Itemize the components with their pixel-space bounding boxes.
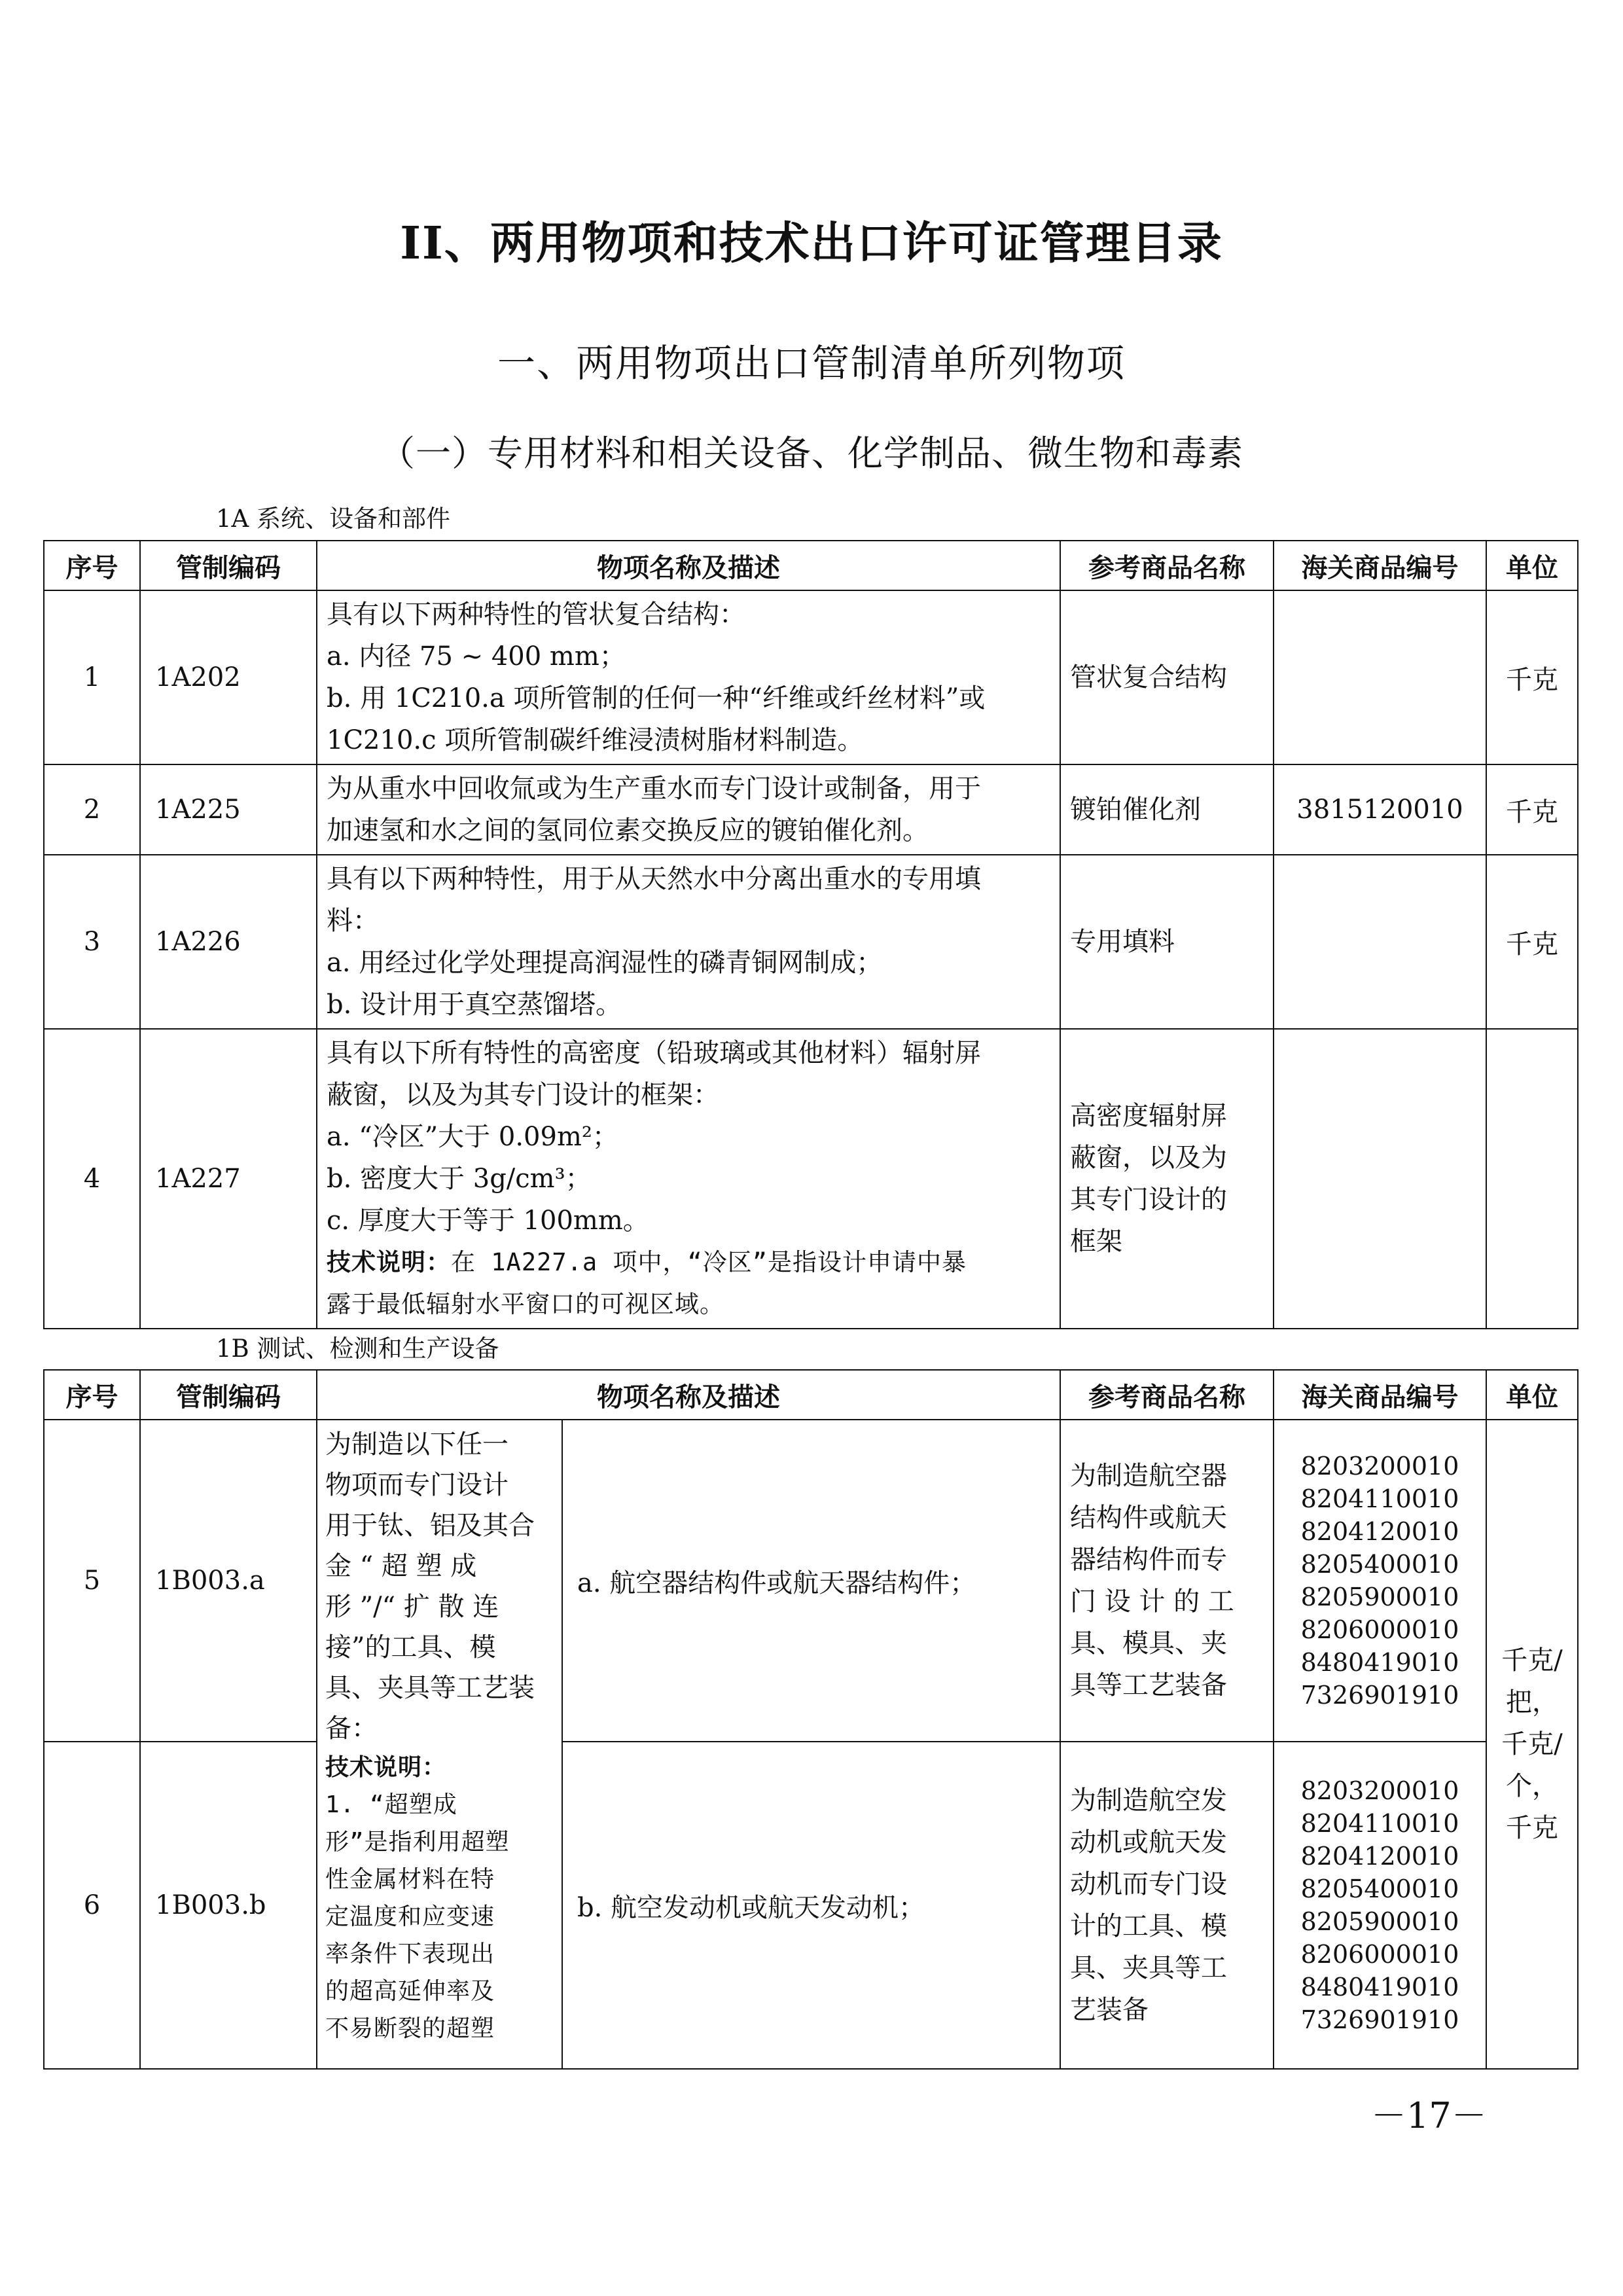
ref-line: 为制造航空器 [1070, 1461, 1227, 1491]
ref-line: 结构件或航天 [1070, 1503, 1227, 1533]
header-ref-name: 参考商品名称 [1060, 1370, 1274, 1420]
section-1b-label: 1B 测试、检测和生产设备 [216, 1335, 499, 1363]
page-title: II、两用物项和技术出口许可证管理目录 [400, 217, 1223, 270]
ref-line: 具等工艺装备 [1070, 1670, 1227, 1700]
row-ref-name: 镀铂催化剂 [1060, 764, 1274, 855]
hs-code: 8204110010 [1300, 1809, 1459, 1838]
table-row [44, 1029, 1578, 1329]
tech-note-label-text: 技术说明： [325, 1754, 447, 1781]
header-desc: 物项名称及描述 [317, 541, 1060, 590]
row-hs-codes [1274, 1420, 1486, 1742]
row-no: 6 [44, 1742, 140, 2069]
row-code: 1A227 [140, 1029, 317, 1329]
row-ref-name [1060, 1029, 1274, 1329]
row-ref-name: 专用填料 [1060, 855, 1274, 1029]
row-desc [317, 855, 1060, 1029]
tech-note-line: 1. “超塑成 [325, 1791, 457, 1818]
table-1b [43, 1369, 1578, 2070]
row-code: 1A202 [140, 590, 317, 764]
row-sub-desc: b. 航空发动机或航天发动机； [562, 1742, 1060, 2069]
common-desc-line: 物项而专门设计 [325, 1470, 508, 1500]
hs-code: 8206000010 [1300, 1615, 1459, 1644]
row-no: 5 [44, 1420, 140, 1742]
row-hs-code: 3815120010 [1274, 764, 1486, 855]
ref-line: 蔽窗，以及为 [1070, 1143, 1227, 1173]
desc-line: a. 用经过化学处理提高润湿性的磷青铜网制成； [327, 948, 883, 978]
hs-code: 8205400010 [1300, 1550, 1459, 1579]
ref-line: 门 设 计 的 工 [1070, 1587, 1234, 1617]
tech-note-line: 形”是指利用超塑 [325, 1829, 510, 1856]
section-title: 一、两用物项出口管制清单所列物项 [497, 341, 1126, 386]
tech-note-line: 性金属材料在特 [325, 1866, 495, 1893]
row-code: 1A225 [140, 764, 317, 855]
row-code: 1B003.a [140, 1420, 317, 1742]
desc-line: b. 密度大于 3g/cm³； [327, 1164, 592, 1194]
header-unit: 单位 [1486, 1370, 1578, 1420]
ref-line: 艺装备 [1070, 1995, 1149, 2025]
hs-code: 8480419010 [1300, 1973, 1459, 2001]
hs-code: 8203200010 [1300, 1452, 1459, 1480]
hs-code: 8204120010 [1300, 1842, 1459, 1871]
row-unit: 千克 [1486, 590, 1578, 764]
desc-line: 蔽窗，以及为其专门设计的框架： [327, 1080, 719, 1110]
tech-note-line: 定温度和应变速 [325, 1903, 495, 1930]
ref-line: 动机而专门设 [1070, 1869, 1227, 1899]
ref-line: 具、夹具等工 [1070, 1953, 1227, 1983]
row-hs-code [1274, 1029, 1486, 1329]
row-hs-codes [1274, 1742, 1486, 2069]
common-desc-line: 接”的工具、模 [325, 1632, 496, 1662]
common-desc-line: 为制造以下任一 [325, 1429, 508, 1460]
row-unit: 千克 [1486, 855, 1578, 1029]
header-no: 序号 [44, 541, 140, 590]
desc-line: c. 厚度大于等于 100mm。 [327, 1206, 649, 1236]
desc-line: a. “冷区”大于 0.09m²； [327, 1122, 618, 1152]
hs-code: 8205900010 [1300, 1907, 1459, 1936]
row-hs-code [1274, 590, 1486, 764]
row-unit [1486, 1029, 1578, 1329]
ref-line: 具、模具、夹 [1070, 1628, 1227, 1659]
ref-line: 为制造航空发 [1070, 1785, 1227, 1816]
row-code: 1B003.b [140, 1742, 317, 2069]
desc-line: a. 内径 75 ~ 400 mm； [327, 641, 626, 672]
hs-code: 7326901910 [1300, 2005, 1459, 2034]
hs-code: 7326901910 [1300, 1681, 1459, 1710]
row-sub-desc: a. 航空器结构件或航天器结构件； [562, 1420, 1060, 1742]
desc-line: 具有以下两种特性的管状复合结构： [327, 600, 745, 630]
row-hs-code [1274, 855, 1486, 1029]
row-no: 2 [44, 764, 140, 855]
row-desc [317, 764, 1060, 855]
subsection-title: （一）专用材料和相关设备、化学制品、微生物和毒素 [380, 433, 1243, 474]
hs-code: 8203200010 [1300, 1776, 1459, 1805]
table-row [44, 764, 1578, 855]
section-1a-label: 1A 系统、设备和部件 [216, 505, 451, 533]
tech-note-line: 的超高延伸率及 [325, 1978, 495, 2005]
header-no: 序号 [44, 1370, 140, 1420]
unit-line: 个， [1506, 1771, 1558, 1801]
ref-line: 框架 [1070, 1227, 1122, 1257]
unit-line: 千克/ [1501, 1729, 1563, 1759]
tech-note [327, 1242, 1050, 1283]
hs-code: 8206000010 [1300, 1940, 1459, 1969]
ref-line: 其专门设计的 [1070, 1185, 1227, 1215]
ref-line: 高密度辐射屏 [1070, 1101, 1227, 1131]
common-desc-line: 用于钛、铝及其合 [325, 1511, 535, 1541]
row-unit: 千克 [1486, 764, 1578, 855]
row-no: 4 [44, 1029, 140, 1329]
row-unit [1486, 1420, 1578, 2069]
table-1a [43, 540, 1578, 1329]
desc-line: 加速氢和水之间的氢同位素交换反应的镀铂催化剂。 [327, 816, 929, 846]
hs-code: 8204110010 [1300, 1484, 1459, 1513]
common-desc [317, 1420, 562, 2069]
header-hs-code: 海关商品编号 [1274, 1370, 1486, 1420]
row-ref-name [1060, 1420, 1274, 1742]
row-desc [317, 590, 1060, 764]
header-ref-name: 参考商品名称 [1060, 541, 1274, 590]
desc-line: 具有以下两种特性，用于从天然水中分离出重水的专用填 [327, 864, 981, 894]
tech-note-label [325, 1749, 554, 1786]
page-number: －17－ [1371, 2095, 1487, 2136]
row-no: 3 [44, 855, 140, 1029]
ref-line: 动机或航天发 [1070, 1827, 1227, 1857]
desc-line: 1C210.c 项所管制碳纤维浸渍树脂材料制造。 [327, 725, 864, 755]
table-row [44, 1420, 1578, 1742]
header-desc: 物项名称及描述 [317, 1370, 1060, 1420]
row-desc [317, 1029, 1060, 1329]
table-row [44, 855, 1578, 1029]
table-row [44, 1742, 1578, 2069]
row-ref-name: 管状复合结构 [1060, 590, 1274, 764]
hs-code: 8205400010 [1300, 1874, 1459, 1903]
hs-code: 8480419010 [1300, 1648, 1459, 1677]
table-row [44, 590, 1578, 764]
tech-note-line: 率条件下表现出 [325, 1941, 495, 1967]
unit-line: 千克/ [1501, 1645, 1563, 1676]
table-header-row [44, 1370, 1578, 1420]
tech-note-line: 露于最低辐射水平窗口的可视区域。 [327, 1290, 724, 1318]
header-code: 管制编码 [140, 1370, 317, 1420]
common-desc-line: 形 ”/“ 扩 散 连 [325, 1592, 499, 1622]
table-header-row [44, 541, 1578, 590]
header-unit: 单位 [1486, 541, 1578, 590]
common-desc-line: 备： [325, 1713, 378, 1744]
desc-line: b. 用 1C210.a 项所管制的任何一种“纤维或纤丝材料”或 [327, 683, 986, 713]
unit-line: 千克 [1506, 1813, 1558, 1843]
header-hs-code: 海关商品编号 [1274, 541, 1486, 590]
header-code: 管制编码 [140, 541, 317, 590]
unit-line: 把， [1506, 1687, 1558, 1717]
desc-line: 为从重水中回收氚或为生产重水而专门设计或制备，用于 [327, 774, 981, 804]
hs-code: 8204120010 [1300, 1517, 1459, 1546]
hs-code: 8205900010 [1300, 1583, 1459, 1611]
tech-note-text: 在 1A227.a 项中，“冷区”是指设计申请中暴 [451, 1248, 967, 1276]
row-no: 1 [44, 590, 140, 764]
ref-line: 计的工具、模 [1070, 1911, 1227, 1941]
desc-line: b. 设计用于真空蒸馏塔。 [327, 990, 622, 1020]
common-desc-line: 具、夹具等工艺装 [325, 1673, 535, 1703]
row-ref-name [1060, 1742, 1274, 2069]
ref-line: 器结构件而专 [1070, 1545, 1227, 1575]
row-code: 1A226 [140, 855, 317, 1029]
tech-note-label: 技术说明： [327, 1248, 451, 1276]
tech-note-line: 不易断裂的超塑 [325, 2015, 495, 2042]
common-desc-line: 金 “ 超 塑 成 [325, 1551, 477, 1581]
desc-line: 具有以下所有特性的高密度（铅玻璃或其他材料）辐射屏 [327, 1038, 981, 1068]
desc-line: 料： [327, 906, 379, 936]
